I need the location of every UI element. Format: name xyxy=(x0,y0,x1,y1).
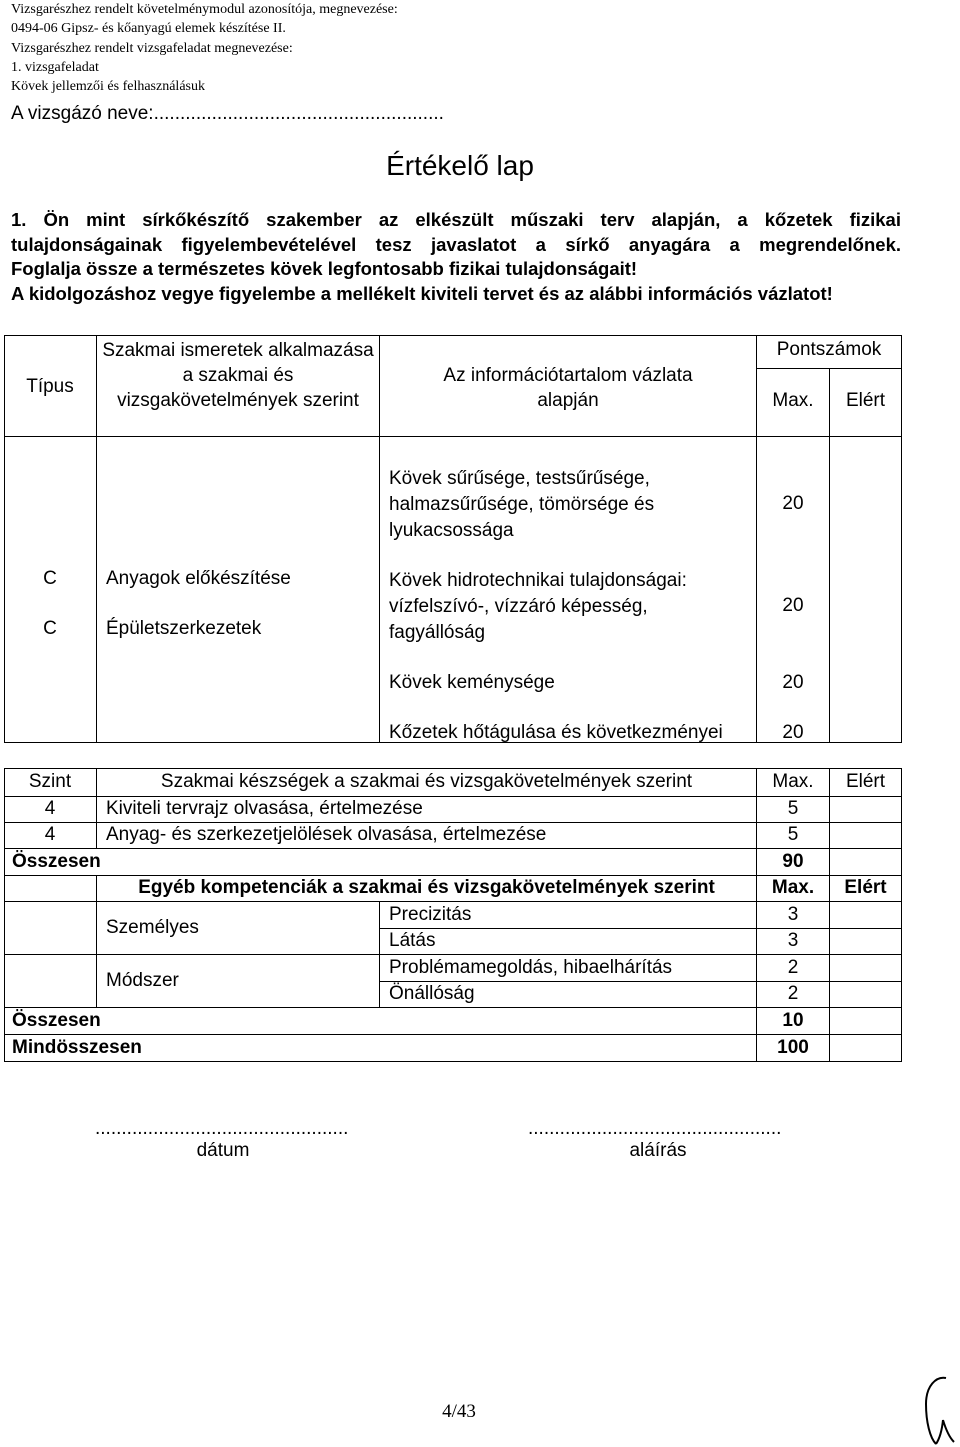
category-cell: Épületszerkezetek xyxy=(106,618,262,639)
skill-max: 5 xyxy=(787,798,799,819)
grand-total-value: 100 xyxy=(777,1037,809,1058)
category-cell: Anyagok előkészítése xyxy=(106,568,291,589)
header-line: Vizsgarészhez rendelt vizsgafeladat megnevezése: xyxy=(11,40,293,56)
personal-label: Személyes xyxy=(106,917,199,938)
subtotal-label: Összesen xyxy=(12,851,101,872)
item-text: Kövek keménysége xyxy=(389,672,555,693)
competency-text: Precizitás xyxy=(389,904,472,925)
method-label: Módszer xyxy=(106,970,179,991)
skills-header-label: Szakmai készségek a szakmai és vizsgakövetelmények szerint xyxy=(160,771,693,792)
skills-table xyxy=(4,768,902,1062)
other-header-max: Max. xyxy=(771,877,815,898)
header-line: 0494-06 Gipsz- és kőanyagú elemek készítése II. xyxy=(11,21,286,37)
candidate-name-field: A vizsgázó neve:....................................................... xyxy=(11,103,444,124)
competency-max: 2 xyxy=(787,983,799,1004)
skill-level: 4 xyxy=(44,798,56,819)
skill-text: Anyag- és szerkezetjelölések olvasása, értelmezése xyxy=(106,824,547,845)
task-line: 1. Ön mint sírkőkészítő szakember az elkészült műszaki terv alapján, a kőzetek fizikai xyxy=(11,209,901,230)
skills-header-max: Max. xyxy=(772,771,814,792)
header-line: Kövek jellemzői és felhasználásuk xyxy=(11,79,205,95)
competency-max: 2 xyxy=(787,957,799,978)
type-cell: C xyxy=(43,568,57,589)
type-cell: C xyxy=(43,618,57,639)
item-max: 20 xyxy=(782,493,804,514)
header-tipus: Típus xyxy=(26,376,74,397)
document-header xyxy=(11,0,398,96)
subtotal-value: 10 xyxy=(782,1010,804,1031)
task-line: A kidolgozáshoz vegye figyelembe a mellékelt kiviteli tervet és az alábbi információs vázlatot! xyxy=(11,282,833,304)
item-text: Kőzetek hőtágulása és következményei xyxy=(389,722,723,743)
competency-max: 3 xyxy=(787,904,799,925)
grand-total-label: Mindösszesen xyxy=(12,1037,142,1058)
header-line: 1. vizsgafeladat xyxy=(11,59,99,75)
task-description xyxy=(11,208,901,306)
subtotal-label: Összesen xyxy=(12,1010,101,1031)
header-pontszamok: Pontszámok xyxy=(776,339,882,360)
competency-text: Látás xyxy=(389,930,436,951)
subtotal-value: 90 xyxy=(782,851,804,872)
date-line: ................................................ xyxy=(95,1118,349,1139)
item-max: 20 xyxy=(782,672,804,693)
skills-header-elert: Elért xyxy=(845,771,886,792)
page-title xyxy=(0,150,960,182)
header-elert: Elért xyxy=(845,390,886,411)
signature-line: ................................................ xyxy=(528,1118,782,1139)
other-header-label: Egyéb kompetenciák a szakmai és vizsgakövetelmények szerint xyxy=(138,877,715,898)
item-max: 20 xyxy=(782,595,804,616)
page-number: 4/43 xyxy=(442,1401,476,1422)
task-line: tulajdonságainak figyelembevételével tesz javaslatot a sírkő anyagára a megrendelőnek. xyxy=(11,233,901,255)
competency-text: Problémamegoldás, hibaelhárítás xyxy=(389,957,673,978)
page-title-text: Értékelő lap xyxy=(386,150,534,181)
item-text: Kövek sűrűsége, testsűrűsége, halmazsűrűsége, tömörsége és lyukacsossága xyxy=(389,468,655,541)
competency-max: 3 xyxy=(787,930,799,951)
task-line: Foglalja össze a természetes kövek legfontosabb fizikai tulajdonságait! xyxy=(11,258,638,279)
skill-level: 4 xyxy=(44,824,56,845)
skill-text: Kiviteli tervrajz olvasása, értelmezése xyxy=(106,798,423,819)
date-label: dátum xyxy=(196,1140,250,1161)
knowledge-table xyxy=(4,335,902,743)
competency-text: Önállóság xyxy=(389,983,475,1004)
signature-mark xyxy=(918,1372,958,1447)
header-szakmai-ismeretek: Szakmai ismeretek alkalmazása a szakmai és vizsgakövetelmények szerint xyxy=(102,340,374,411)
skills-header-szint: Szint xyxy=(28,771,72,792)
item-text: Kövek hidrotechnikai tulajdonságai: vízfelszívó-, vízzáró képesség, fagyállóság xyxy=(389,570,687,643)
signature-label: aláírás xyxy=(629,1140,687,1161)
skill-max: 5 xyxy=(787,824,799,845)
header-max: Max. xyxy=(772,390,814,411)
header-vazlat: Az információtartalom vázlata alapján xyxy=(443,365,693,411)
item-max: 20 xyxy=(782,722,804,743)
header-line: Vizsgarészhez rendelt követelménymodul azonosítója, megnevezése: xyxy=(11,2,398,17)
other-header-elert: Elért xyxy=(844,877,887,898)
